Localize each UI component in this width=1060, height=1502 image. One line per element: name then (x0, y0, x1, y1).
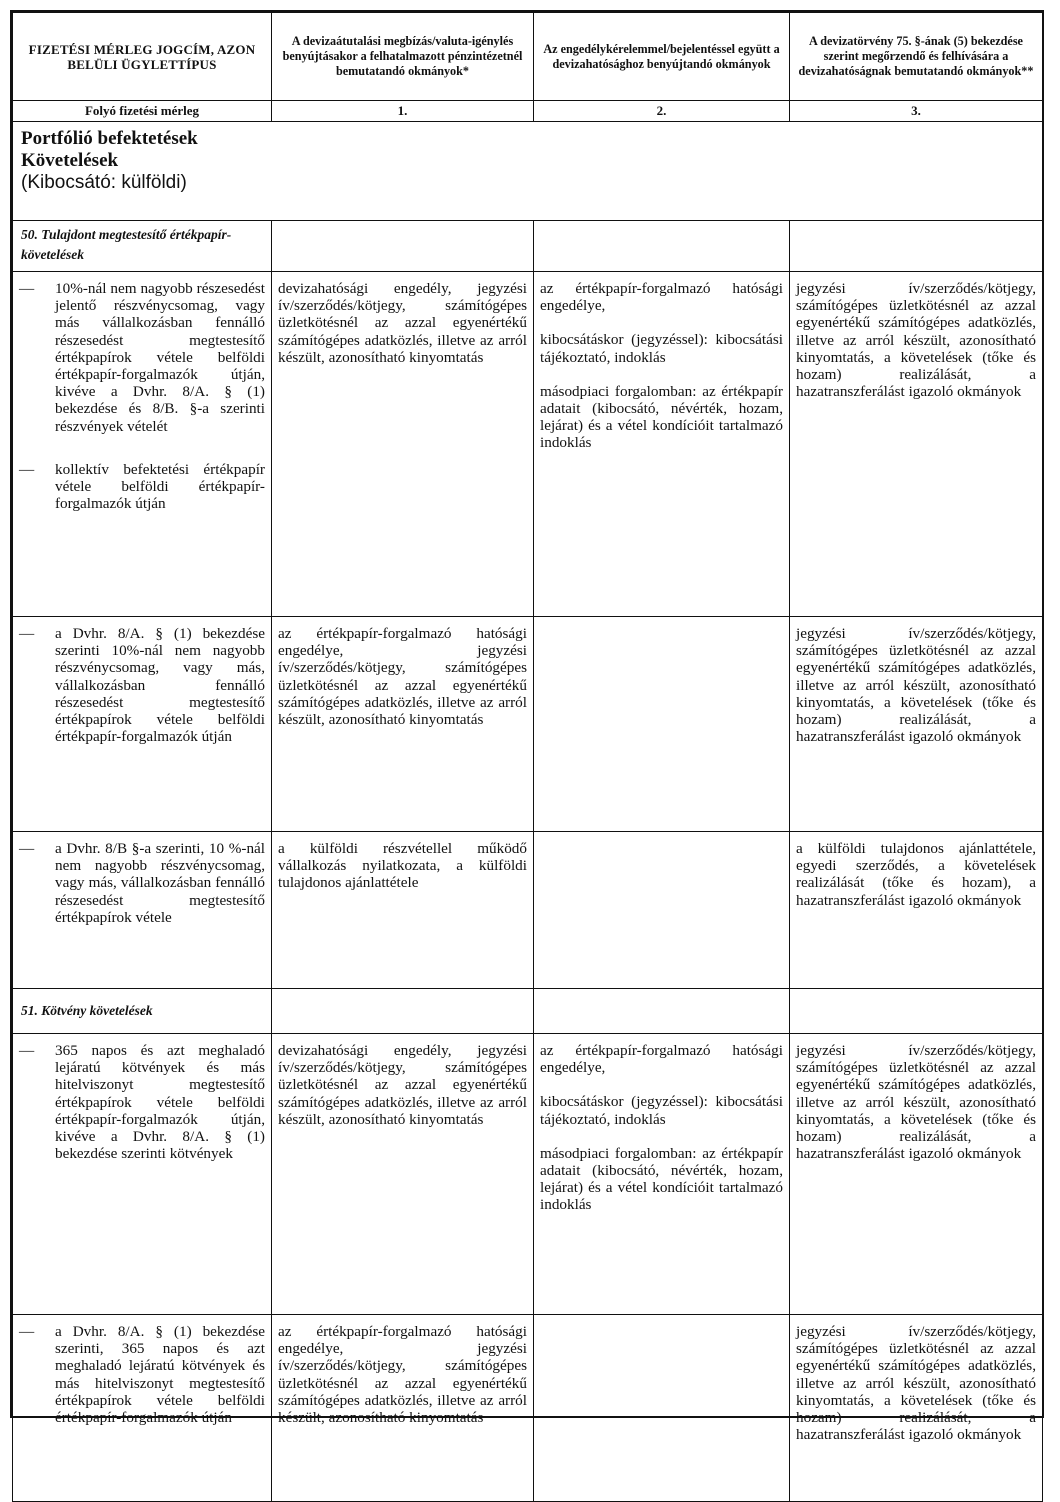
row1-col3: jegyzési ív/szerződés/kötjegy, számítógépes üzletkötésnél az azzal egyenértékű számítógépes adatközlés, illetve az arról készült, azonosítható kinyomtatás, a követelések (tőke és hozam) realizálását, a hazatranszferálást igazoló okmányok (790, 272, 1043, 617)
list-item (19, 840, 265, 926)
category-51-label: 51. Kötvény követelések (13, 989, 272, 1034)
row4-col2-c: másodpiaci forgalomban: az értékpapír adatait (kibocsátó, névérték, hozam, lejárat) és a vétel kondícióit tartalmazó indoklás (540, 1144, 783, 1214)
number-col2: 2. (534, 101, 790, 122)
section-issuer: (Kibocsátó: külföldi) (21, 172, 187, 193)
list-item (19, 461, 265, 513)
header-col1: A devizaátutalási megbízás/valuta-igénylés benyújtásakor a felhatalmazott pénzintézetnél bemutatandó okmányok* (272, 13, 534, 101)
category-row-50 (13, 221, 1043, 272)
row1-col1: devizahatósági engedély, jegyzési ív/szerződés/kötjegy, számítógépes üzletkötésnél az azzal egyenértékű számítógépes adatközlés, illetve az arról készült, azonosítható kinyomtatás (272, 272, 534, 617)
dash-marker: — (19, 625, 35, 642)
row5-col3: jegyzési ív/szerződés/kötjegy, számítógépes üzletkötésnél az azzal egyenértékű számítógépes adatközlés, illetve az arról készült, azonosítható kinyomtatás, a követelések (tőke és hozam) realizálását, a hazatranszferálást igazoló okmányok (790, 1315, 1043, 1502)
list-item (19, 1323, 265, 1426)
dash-marker: — (19, 1323, 35, 1340)
header-col0: FIZETÉSI MÉRLEG JOGCÍM, AZON BELÜLI ÜGYLETTÍPUS (13, 13, 272, 101)
row3-col2 (534, 832, 790, 989)
row3-col1: a külföldi részvétellel működő vállalkozás nyilatkozata, a külföldi tulajdonos ajánlattétele (272, 832, 534, 989)
header-col3: A devizatörvény 75. §-ának (5) bekezdése szerint megőrzendő és felhívására a devizahatóságnak bemutatandó okmányok** (790, 13, 1043, 101)
row4-col2 (534, 1034, 790, 1315)
row1-col2-a: az értékpapír-forgalmazó hatósági engedélye, (540, 280, 783, 315)
row1-col2-c: másodpiaci forgalomban: az értékpapír adatait (kibocsátó, névérték, hozam, lejárat) és a vétel kondícióit tartalmazó indoklás (540, 382, 783, 452)
row5-col2 (534, 1315, 790, 1502)
category-row-51 (13, 989, 1043, 1034)
row4-col2-a: az értékpapír-forgalmazó hatósági engedélye, (540, 1042, 783, 1077)
row5-text: a Dvhr. 8/A. § (1) bekezdése szerinti, 365 napos és azt meghaladó lejáratú kötvények és más hitelviszonyt megtestesítő értékpapírok vétele belföldi értékpapír-forgalmazók útján (55, 1323, 265, 1427)
row4-col3: jegyzési ív/szerződés/kötjegy, számítógépes üzletkötésnél az azzal egyenértékű számítógépes adatközlés, illetve az arról készült, azonosítható kinyomtatás, a követelések (tőke és hozam) realizálását, a hazatranszferálást igazoló okmányok (790, 1034, 1043, 1315)
row4-text: 365 napos és azt meghaladó lejáratú kötvények és más hitelviszonyt megtestesítő értékpapírok vétele belföldi értékpapír-forgalmazók útján, kivéve a Dvhr. 8/A. § (1) bekezdése szerinti kötvények (55, 1042, 265, 1163)
row1-text: 10%-nál nem nagyobb részesedést jelentő részvénycsomag, vagy más vállalkozásban fennálló részesedést megtestesítő értékpapírok vétele belföldi értékpapír-forgalmazók útján, kivéve a Dvhr. 8/A. § (1) bekezdése és 8/B. §-a szerinti részvények vételét (55, 280, 265, 435)
empty-cell (790, 989, 1043, 1034)
row4-col0 (13, 1034, 272, 1315)
empty-cell (534, 221, 790, 272)
row4-col2-b: kibocsátáskor (jegyzéssel): kibocsátási tájékoztató, indoklás (540, 1093, 783, 1128)
row2-col1: az értékpapír-forgalmazó hatósági engedélye, jegyzési ív/szerződés/kötjegy, számítógépes üzletkötésnél az azzal egyenértékű számítógépes adatközlés, illetve az arról készült, azonosítható kinyomtatás (272, 617, 534, 832)
row2-text: a Dvhr. 8/A. § (1) bekezdése szerinti 10%-nál nem nagyobb részvénycsomag, vagy más, vállalkozásban fennálló részesedést megtestesítő értékpapírok vétele belföldi értékpapír-forgalmazók útján (55, 625, 265, 746)
dash-marker: — (19, 280, 35, 297)
row3-col3: a külföldi tulajdonos ajánlattétele, egyedi szerződés, a követelések realizálását (tőke és hozam), a hazatranszferálást igazoló okmányok (790, 832, 1043, 989)
table-row (13, 1315, 1043, 1502)
table-row (13, 617, 1043, 832)
header-row (13, 13, 1043, 101)
row2-col0 (13, 617, 272, 832)
number-col1: 1. (272, 101, 534, 122)
document-page (10, 10, 1044, 1444)
empty-cell (534, 989, 790, 1034)
row2-col2 (534, 617, 790, 832)
section-heading (13, 122, 1043, 221)
number-col3: 3. (790, 101, 1043, 122)
empty-cell (272, 989, 534, 1034)
row5-col1: az értékpapír-forgalmazó hatósági engedélye, jegyzési ív/szerződés/kötjegy, számítógépes üzletkötésnél az azzal egyenértékű számítógépes adatközlés, illetve az arról készült, azonosítható kinyomtatás (272, 1315, 534, 1502)
regulation-table (12, 12, 1043, 1502)
category-50-label: 50. Tulajdont megtestesítő értékpapír-követelések (13, 221, 272, 272)
empty-cell (272, 221, 534, 272)
table-row (13, 272, 1043, 617)
row3-text: a Dvhr. 8/B §-a szerinti, 10 %-nál nem nagyobb részvénycsomag, vagy más, vállalkozásban fennálló részesedést megtestesítő értékpapírok vétele (55, 840, 265, 926)
empty-cell (790, 221, 1043, 272)
section-heading-row (13, 122, 1043, 221)
row2-col3: jegyzési ív/szerződés/kötjegy, számítógépes üzletkötésnél az azzal egyenértékű számítógépes adatközlés, illetve az arról készült, azonosítható kinyomtatás, a követelések (tőke és hozam) realizálását, a hazatranszferálást igazoló okmányok (790, 617, 1043, 832)
table-row (13, 1034, 1043, 1315)
list-item (19, 625, 265, 745)
row3-col0 (13, 832, 272, 989)
dash-marker: — (19, 1042, 35, 1059)
row1-col2 (534, 272, 790, 617)
table-row (13, 832, 1043, 989)
dash-marker: — (19, 840, 35, 857)
row1-col2-b: kibocsátáskor (jegyzéssel): kibocsátási tájékoztató, indoklás (540, 331, 783, 366)
header-col2: Az engedélykérelemmel/bejelentéssel együtt a devizahatósághoz benyújtandó okmányok (534, 13, 790, 101)
list-item (19, 1042, 265, 1162)
list-item (19, 280, 265, 435)
column-number-row (13, 101, 1043, 122)
row1-text-b: kollektív befektetési értékpapír vétele belföldi értékpapír-forgalmazók útján (55, 460, 265, 513)
section-title: Portfólió befektetések (21, 128, 198, 149)
row1-col0 (13, 272, 272, 617)
row5-col0 (13, 1315, 272, 1502)
dash-marker: — (19, 460, 35, 478)
number-col0: Folyó fizetési mérleg (13, 101, 272, 122)
section-subtitle: Követelések (21, 150, 119, 171)
row4-col1: devizahatósági engedély, jegyzési ív/szerződés/kötjegy, számítógépes üzletkötésnél az azzal egyenértékű számítógépes adatközlés, illetve az arról készült, azonosítható kinyomtatás (272, 1034, 534, 1315)
